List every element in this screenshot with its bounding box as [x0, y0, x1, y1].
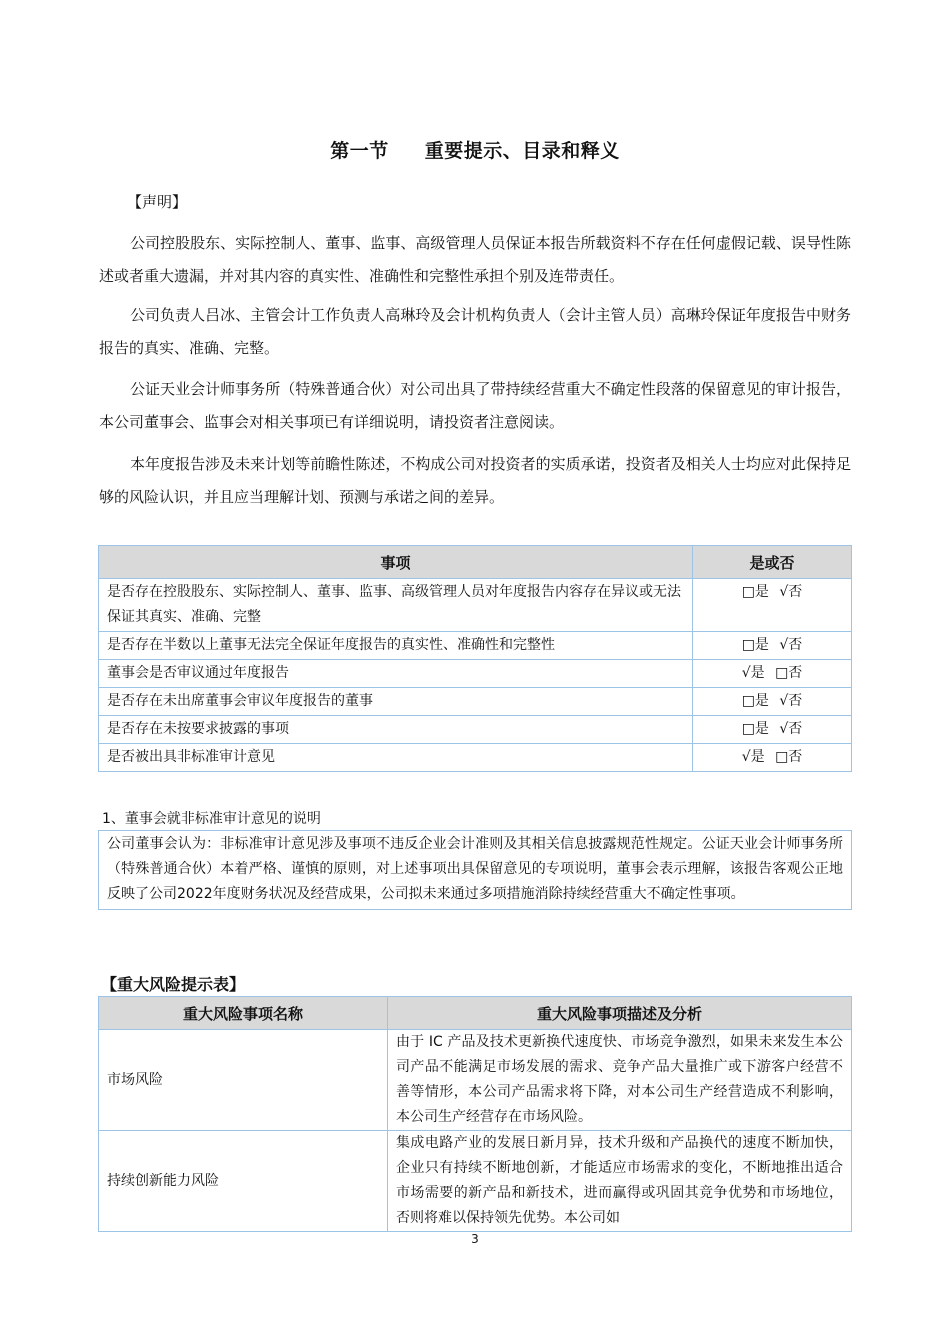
- section-name: 重要提示、目录和释义: [424, 140, 620, 162]
- answer-cell: [693, 632, 852, 660]
- item-text: 是否存在半数以上董事无法完全保证年度报告的真实性、准确性和完整性: [99, 632, 693, 660]
- item-text: 是否存在控股股东、实际控制人、董事、监事、高级管理人员对年度报告内容存在异议或无法保证其真实、准确、完整: [99, 579, 693, 632]
- table-row: [99, 716, 852, 744]
- declaration-paragraph: 公司控股股东、实际控制人、董事、监事、高级管理人员保证本报告所载资料不存在任何虚假记载、误导性陈述或者重大遗漏，并对其内容的真实性、准确性和完整性承担个别及连带责任。: [99, 234, 851, 285]
- declaration-paragraph: 本年度报告涉及未来计划等前瞻性陈述，不构成公司对投资者的实质承诺，投资者及相关人士均应对此保持足够的风险认识，并且应当理解计划、预测与承诺之间的差异。: [99, 455, 851, 506]
- item-text: 是否存在未按要求披露的事项: [99, 716, 693, 744]
- item-text: 是否存在未出席董事会审议年度报告的董事: [99, 688, 693, 716]
- answer-cell: [693, 688, 852, 716]
- table-header-row: [99, 546, 852, 579]
- yes-option: □是: [741, 584, 769, 600]
- table-row: [99, 660, 852, 688]
- yes-option: √是: [741, 665, 765, 681]
- table-row: [99, 1030, 852, 1131]
- page-number: 3: [471, 1232, 479, 1246]
- no-option: √否: [779, 637, 803, 653]
- risk-name: 市场风险: [99, 1030, 388, 1131]
- explanation-box: 公司董事会认为：非标准审计意见涉及事项不违反企业会计准则及其相关信息披露规范性规定。公证天业会计师事务所（特殊普通合伙）本着严格、谨慎的原则，对上述事项出具保留意见的专项说明，董事会表示理解，该报告客观公正地反映了公司2022年度财务状况及经营成果，公司拟未来通过多项措施消除持续经营重大不确定性事项。: [98, 830, 852, 910]
- risk-description: 由于 IC 产品及技术更新换代速度快、市场竞争激烈，如果未来发生本公司产品不能满足市场发展的需求、竞争产品大量推广或下游客户经营不善等情形，本公司产品需求将下降，对本公司生产经营造成不利影响，本公司生产经营存在市场风险。: [388, 1030, 852, 1131]
- items-table: [98, 545, 852, 772]
- item-text: 是否被出具非标准审计意见: [99, 744, 693, 772]
- yes-option: √是: [741, 749, 765, 765]
- no-option: √否: [779, 721, 803, 737]
- risk-table-heading: 【重大风险提示表】: [101, 975, 246, 994]
- table-row: [99, 744, 852, 772]
- table-header-row: [99, 997, 852, 1030]
- declaration-paragraph: 公司负责人吕冰、主管会计工作负责人高琳玲及会计机构负责人（会计主管人员）高琳玲保证年度报告中财务报告的真实、准确、完整。: [99, 306, 851, 357]
- no-option: □否: [775, 665, 803, 681]
- section-number: 第一节: [330, 140, 389, 162]
- answer-cell: [693, 744, 852, 772]
- risk-description: 集成电路产业的发展日新月异，技术升级和产品换代的速度不断加快，企业只有持续不断地创新，才能适应市场需求的变化，不断地推出适合市场需要的新产品和新技术，进而赢得或巩固其竞争优势和市场地位，否则将难以保持领先优势。本公司如: [388, 1131, 852, 1232]
- section-title: [0, 136, 950, 163]
- answer-cell: [693, 716, 852, 744]
- column-header-yes-no: 是或否: [693, 546, 852, 579]
- table-row: [99, 579, 852, 632]
- column-header-item: 事项: [99, 546, 693, 579]
- column-header-risk-name: 重大风险事项名称: [99, 997, 388, 1030]
- declaration-heading: 【声明】: [127, 193, 188, 211]
- table-row: [99, 1131, 852, 1232]
- column-header-risk-desc: 重大风险事项描述及分析: [388, 997, 852, 1030]
- yes-option: □是: [741, 693, 769, 709]
- explanation-heading: 1、董事会就非标准审计意见的说明: [102, 811, 321, 827]
- table-row: [99, 688, 852, 716]
- answer-cell: [693, 579, 852, 632]
- risk-name: 持续创新能力风险: [99, 1131, 388, 1232]
- table-row: [99, 632, 852, 660]
- no-option: √否: [779, 693, 803, 709]
- answer-cell: [693, 660, 852, 688]
- no-option: □否: [775, 749, 803, 765]
- declaration-paragraph: 公证天业会计师事务所（特殊普通合伙）对公司出具了带持续经营重大不确定性段落的保留意见的审计报告，本公司董事会、监事会对相关事项已有详细说明，请投资者注意阅读。: [99, 380, 851, 431]
- item-text: 董事会是否审议通过年度报告: [99, 660, 693, 688]
- risk-table: [98, 996, 852, 1232]
- yes-option: □是: [741, 637, 769, 653]
- no-option: √否: [779, 584, 803, 600]
- yes-option: □是: [741, 721, 769, 737]
